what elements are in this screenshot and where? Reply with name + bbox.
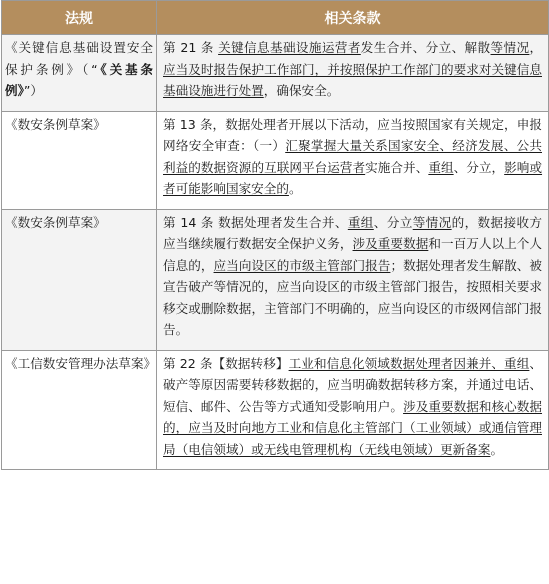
- header-clauses: 相关条款: [157, 1, 549, 35]
- text-run: ”）: [23, 83, 44, 98]
- text-run: ；数据处理者发生解散、被宣告破产等情况的，应当向设区的市级主管部门报告，按照相关要求移交或删除数据，主管部门不明确的，应当向设区的市级网信部门报告。: [163, 257, 543, 337]
- text-run: ，确保安全。: [263, 83, 340, 98]
- text-run: 、分立，: [453, 159, 505, 175]
- underlined-text: 影响或者可能影响国家安全的: [163, 159, 543, 196]
- underlined-text: 等情况: [490, 40, 530, 55]
- law-name-cell: [2, 209, 157, 350]
- text-run: 实施合并、: [365, 159, 429, 175]
- text-run: 、破产等原因需要转移数据的，应当明确数据转移方案，并通过电话、短信、邮件、公告等方式通知受影响用户。: [163, 355, 542, 414]
- underlined-text: 关键信息基础设施运营者: [218, 40, 361, 55]
- header-law: 法规: [2, 1, 157, 35]
- underlined-text: 等情况: [412, 214, 452, 230]
- table-row: [2, 111, 549, 209]
- text-run: 。: [288, 181, 302, 196]
- clause-cell: [157, 209, 549, 350]
- regulation-table: [1, 0, 549, 470]
- underlined-text: 汇聚掌握大量关系国家安全、经济发展、公共利益的数据资源的互联网平台运营者: [163, 138, 542, 175]
- text-run: 。: [490, 441, 504, 457]
- underlined-text: 重组: [428, 159, 454, 175]
- underlined-text: 涉及重要数据和核心数据的，应当及时向地方工业和信息化主管部门（工业领域）或通信管理局（电信领域）或无线电管理机构（无线电领域）更新备案: [163, 398, 543, 457]
- table-row: [2, 350, 549, 470]
- text-run: 《关基条例》: [5, 61, 153, 98]
- clause-cell: [157, 111, 549, 209]
- text-run: 《数安条例草案》: [5, 116, 106, 132]
- underlined-text: 工业和信息化领域数据处理者因兼并、重组: [288, 355, 530, 371]
- law-name-cell: [2, 35, 157, 112]
- text-run: 的，数据接收方应当继续履行数据安全保护义务，: [163, 214, 543, 251]
- table-row: [2, 35, 549, 112]
- text-run: 《工信数安管理办法草案》: [5, 355, 157, 371]
- text-run: 第 21 条: [163, 40, 219, 55]
- text-run: 第 22 条【数据转移】: [163, 355, 289, 371]
- header-row: [2, 1, 549, 35]
- text-run: 《数安条例草案》: [5, 214, 106, 230]
- law-name-cell: [2, 111, 157, 209]
- text-run: 、分立: [373, 214, 413, 230]
- underlined-text: 应当及时报告保护工作部门，并按照保护工作部门的要求对关键信息基础设施进行处置: [163, 61, 542, 98]
- text-run: 和一百万人以上个人信息的，: [163, 236, 543, 273]
- underlined-text: 涉及重要数据: [352, 236, 429, 251]
- clause-cell: [157, 35, 549, 112]
- text-run: ，: [529, 40, 543, 55]
- text-run: 发生合并、分立、解散: [360, 40, 491, 55]
- table-row: [2, 209, 549, 350]
- underlined-text: 应当向设区的市级主管部门报告: [213, 257, 391, 273]
- text-run: 第 14 条 数据处理者发生合并、: [163, 214, 348, 230]
- text-run: 《关键信息基础设置安全保护条例》（“: [5, 40, 153, 77]
- text-run: 第 13 条，数据处理者开展以下活动，应当按照国家有关规定，申报网络安全审查：（一）: [163, 116, 542, 153]
- underlined-text: 重组: [347, 214, 374, 230]
- law-name-cell: [2, 350, 157, 470]
- clause-cell: [157, 350, 549, 470]
